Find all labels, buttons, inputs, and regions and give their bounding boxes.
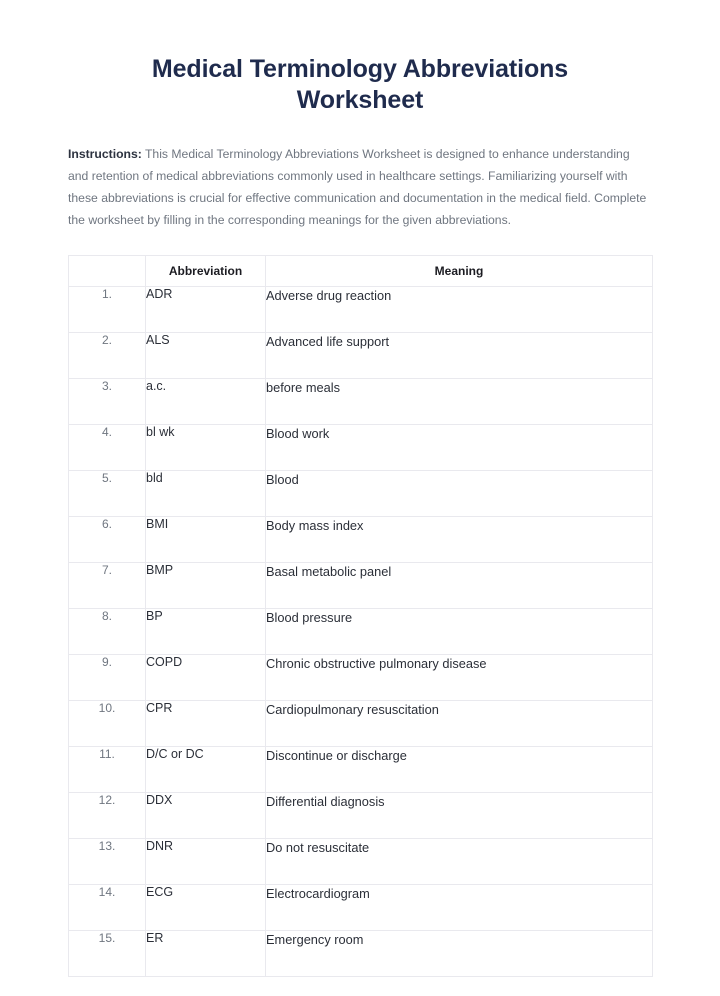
row-abbreviation: DNR [146, 839, 266, 885]
row-index: 8. [69, 609, 146, 655]
row-index: 3. [69, 379, 146, 425]
column-header-index [69, 256, 146, 287]
row-index: 2. [69, 333, 146, 379]
table-body [69, 287, 653, 977]
table-row [69, 609, 653, 655]
row-index: 15. [69, 931, 146, 977]
row-index: 6. [69, 517, 146, 563]
row-meaning[interactable]: Differential diagnosis [266, 793, 653, 839]
row-abbreviation: BMP [146, 563, 266, 609]
page-title: Medical Terminology Abbreviations Worksheet [151, 55, 569, 114]
table-row [69, 747, 653, 793]
row-index: 11. [69, 747, 146, 793]
row-meaning[interactable]: Blood [266, 471, 653, 517]
table-row [69, 333, 653, 379]
row-abbreviation: CPR [146, 701, 266, 747]
row-abbreviation: D/C or DC [146, 747, 266, 793]
table-row [69, 563, 653, 609]
row-index: 14. [69, 885, 146, 931]
row-index: 5. [69, 471, 146, 517]
table-row [69, 655, 653, 701]
row-meaning[interactable]: before meals [266, 379, 653, 425]
table-row [69, 517, 653, 563]
abbreviations-table [68, 255, 653, 977]
row-abbreviation: BMI [146, 517, 266, 563]
table-row [69, 425, 653, 471]
row-abbreviation: ER [146, 931, 266, 977]
row-meaning[interactable]: Chronic obstructive pulmonary disease [266, 655, 653, 701]
table-row [69, 793, 653, 839]
row-meaning[interactable]: Discontinue or discharge [266, 747, 653, 793]
instructions-label: Instructions: [68, 147, 142, 161]
row-index: 12. [69, 793, 146, 839]
row-abbreviation: DDX [146, 793, 266, 839]
row-meaning[interactable]: Electrocardiogram [266, 885, 653, 931]
row-abbreviation: ECG [146, 885, 266, 931]
row-meaning[interactable]: Emergency room [266, 931, 653, 977]
row-meaning[interactable]: Advanced life support [266, 333, 653, 379]
row-abbreviation: a.c. [146, 379, 266, 425]
row-index: 1. [69, 287, 146, 333]
instructions-paragraph [0, 116, 720, 231]
row-meaning[interactable]: Cardiopulmonary resuscitation [266, 701, 653, 747]
table-row [69, 471, 653, 517]
row-index: 7. [69, 563, 146, 609]
row-meaning[interactable]: Adverse drug reaction [266, 287, 653, 333]
table-row [69, 839, 653, 885]
table-row [69, 379, 653, 425]
row-meaning[interactable]: Blood work [266, 425, 653, 471]
row-abbreviation: COPD [146, 655, 266, 701]
row-index: 10. [69, 701, 146, 747]
table-header [69, 256, 653, 287]
row-abbreviation: ADR [146, 287, 266, 333]
row-meaning[interactable]: Blood pressure [266, 609, 653, 655]
row-index: 9. [69, 655, 146, 701]
abbreviations-table-wrapper [68, 255, 652, 977]
row-abbreviation: BP [146, 609, 266, 655]
row-abbreviation: ALS [146, 333, 266, 379]
row-index: 13. [69, 839, 146, 885]
instructions-body: This Medical Terminology Abbreviations Worksheet is designed to enhance understanding and retention of medical abbreviations commonly used in healthcare settings. Familiarizing yourself with these abbreviations is crucial for effective communication and documentation in the medical field. Complete the worksheet by filling in the corresponding meanings for the given abbreviations. [68, 147, 647, 227]
row-index: 4. [69, 425, 146, 471]
table-header-row [69, 256, 653, 287]
column-header-abbreviation: Abbreviation [146, 256, 266, 287]
row-meaning[interactable]: Body mass index [266, 517, 653, 563]
table-row [69, 885, 653, 931]
table-row [69, 931, 653, 977]
table-row [69, 287, 653, 333]
column-header-meaning: Meaning [266, 256, 653, 287]
row-abbreviation: bld [146, 471, 266, 517]
table-row [69, 701, 653, 747]
row-meaning[interactable]: Do not resuscitate [266, 839, 653, 885]
row-meaning[interactable]: Basal metabolic panel [266, 563, 653, 609]
row-abbreviation: bl wk [146, 425, 266, 471]
